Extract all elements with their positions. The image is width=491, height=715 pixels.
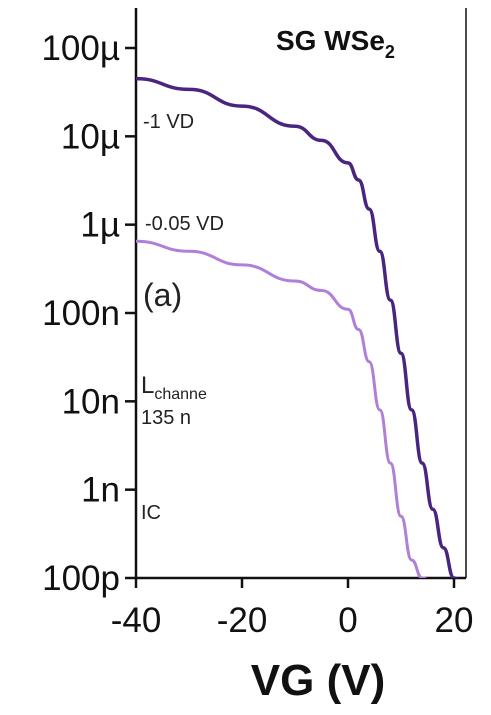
y-tick-label: 10µ [60, 117, 120, 157]
x-tick-label: 0 [338, 601, 358, 640]
channel-length-value: 135 n [141, 407, 192, 429]
y-tick-label: 1n [81, 470, 120, 510]
x-tick-label: 20 [434, 601, 474, 640]
x-tick-label: -20 [216, 601, 268, 640]
cut-annotation: IC [141, 502, 161, 524]
panel-label: (a) [143, 277, 183, 313]
series-label-minus-1-vd: -1 VD [143, 111, 195, 133]
series-label-minus-0-05-vd: -0.05 VD [145, 213, 224, 235]
chart-title: SG WSe$_2$ [276, 25, 395, 62]
channel-length-label: $L_{channe}$ [141, 372, 207, 403]
y-tick-label: 100µ [41, 29, 120, 68]
x-tick-label: -40 [110, 601, 162, 640]
series-line-minus-1-vd [136, 79, 475, 587]
y-tick-label: 10n [61, 382, 120, 422]
y-tick-label: 100p [42, 559, 120, 598]
y-tick-label: 100n [42, 294, 120, 333]
x-axis-label: VG (V) [250, 656, 386, 705]
y-tick-label: 1µ [80, 205, 120, 245]
